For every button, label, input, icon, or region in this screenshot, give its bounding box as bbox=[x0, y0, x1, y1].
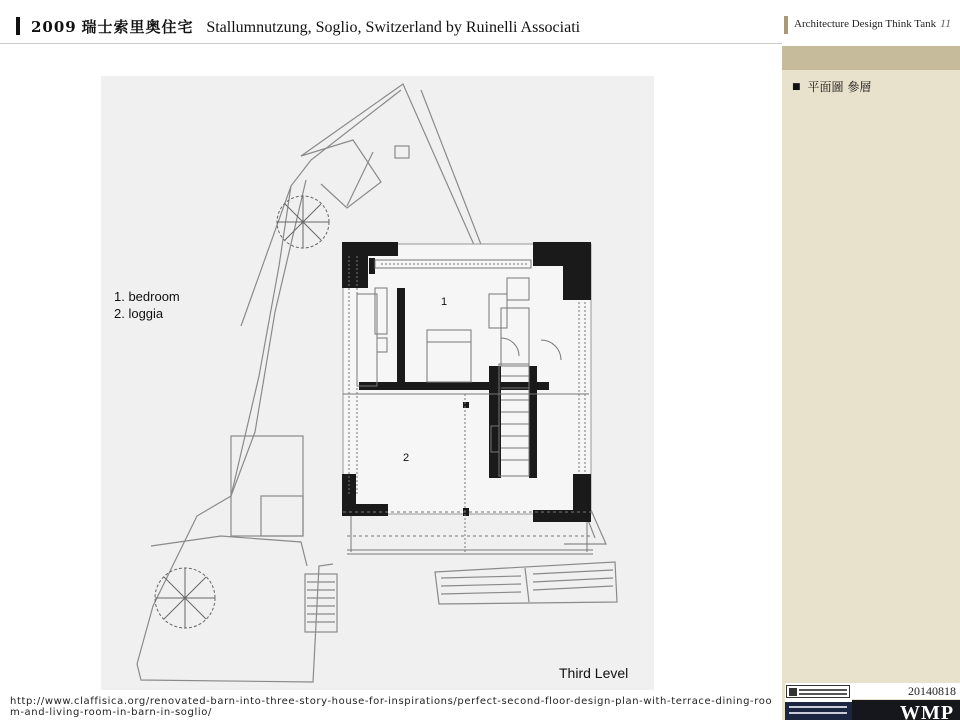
header-accent-bar bbox=[16, 17, 20, 35]
site-outline-west bbox=[137, 186, 333, 682]
site-stairs bbox=[305, 574, 337, 632]
legend-item-bedroom: 1. bedroom bbox=[114, 289, 180, 304]
brand-accent-bar bbox=[784, 16, 788, 34]
brand-name: Architecture Design Think Tank bbox=[794, 18, 937, 30]
plan-legend bbox=[114, 288, 180, 322]
sidebar-header bbox=[782, 0, 960, 46]
wmp-logo-text: WMP bbox=[900, 702, 955, 720]
header-divider bbox=[0, 43, 782, 44]
logo-bottom-panel bbox=[785, 702, 852, 720]
slide-header bbox=[0, 0, 782, 50]
floor-plan-drawing bbox=[101, 76, 654, 690]
sidebar-band bbox=[782, 46, 960, 70]
slide-title bbox=[31, 16, 580, 37]
sidebar-bullet-item bbox=[792, 78, 871, 95]
title-year: 2009 bbox=[31, 18, 77, 36]
terrace bbox=[435, 562, 617, 604]
page-number: 11 bbox=[940, 16, 952, 30]
building bbox=[342, 242, 593, 554]
bullet-text: 平面圖 參層 bbox=[807, 80, 872, 94]
sidebar bbox=[782, 0, 960, 720]
footer-date: 20140818 bbox=[852, 683, 960, 699]
title-english: Stallumnutzung, Soglio, Switzerland by Ruinelli Associati bbox=[206, 19, 581, 36]
room-label-loggia: 2 bbox=[403, 452, 410, 464]
plan-level-label: Third Level bbox=[559, 665, 629, 681]
institute-logo bbox=[785, 683, 852, 720]
logo-top-panel bbox=[786, 685, 850, 698]
bullet-icon: ■ bbox=[792, 82, 801, 92]
room-label-bedroom: 1 bbox=[441, 296, 448, 308]
legend-item-loggia: 2. loggia bbox=[114, 306, 164, 321]
wmp-logo bbox=[852, 700, 960, 720]
title-chinese: 瑞士索里奥住宅 bbox=[81, 18, 194, 36]
floor-plan bbox=[101, 76, 654, 690]
tree-icon bbox=[155, 196, 329, 628]
source-url: http://www.claffisica.org/renovated-barn-into-three-story-house-for-inspirations/perfect-second-floor-design-plan-with-terrace-dining-room-and-living-room-in-barn-in-soglio/ bbox=[10, 696, 773, 718]
